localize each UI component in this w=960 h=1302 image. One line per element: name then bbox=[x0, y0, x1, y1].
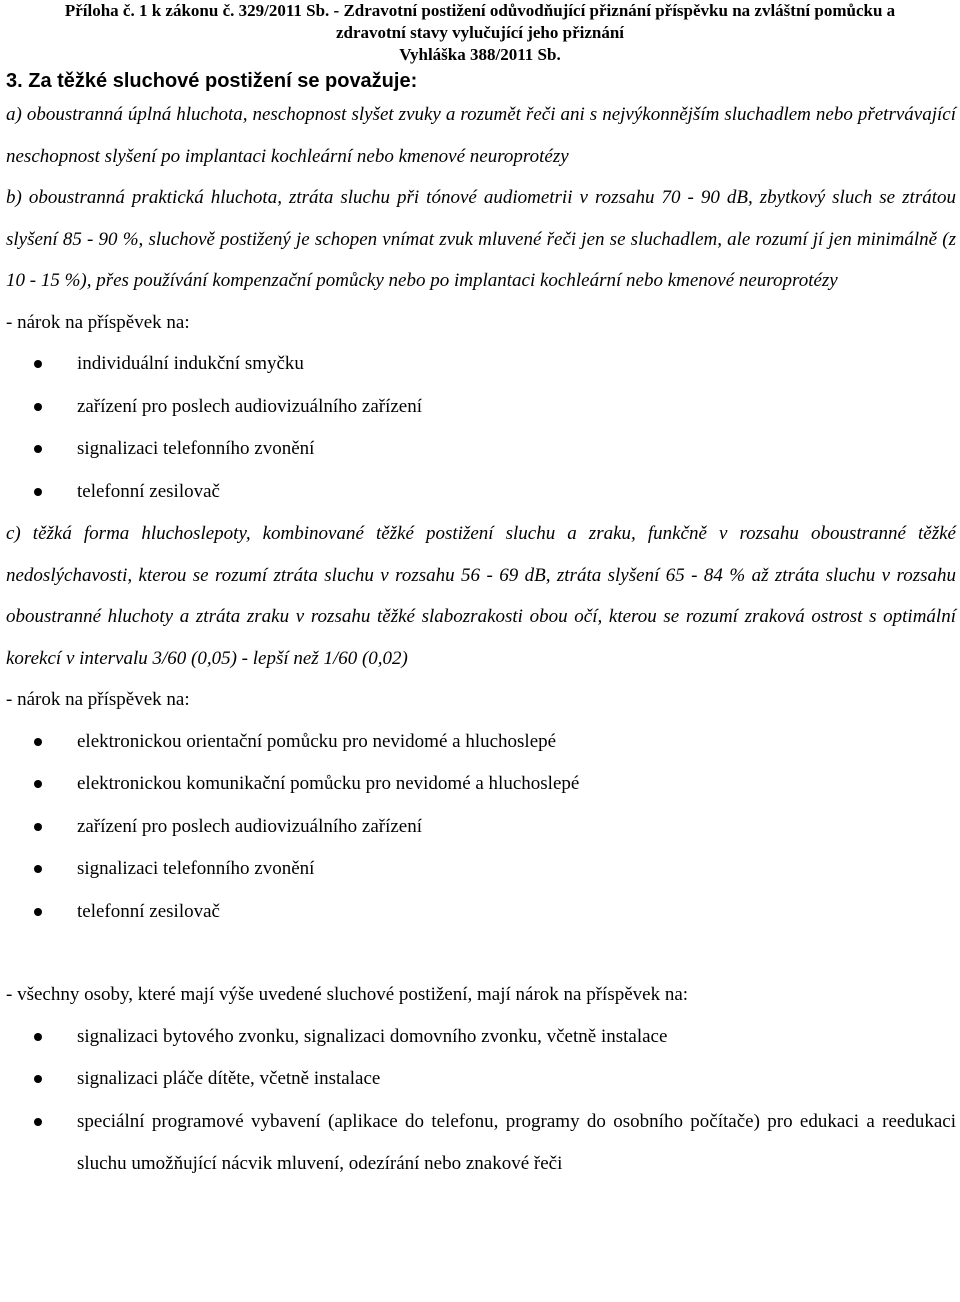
claim-label-b: - nárok na příspěvek na: bbox=[6, 311, 190, 333]
bullet-icon bbox=[34, 823, 42, 831]
section-title: 3. Za těžké sluchové postižení se považuje: bbox=[6, 70, 418, 92]
list-item: telefonní zesilovač bbox=[6, 471, 956, 514]
list-item: telefonní zesilovač bbox=[6, 891, 956, 934]
document-body bbox=[6, 66, 956, 1186]
header-line-3: Vyhláška 388/2011 Sb. bbox=[399, 45, 561, 64]
claim-label-all: - všechny osoby, které mají výše uvedené sluchové postižení, mají nárok na příspěvek na: bbox=[6, 984, 689, 1005]
bullet-icon bbox=[34, 865, 42, 873]
paragraph-c: c) těžká forma hluchoslepoty, kombinované těžké postižení sluchu a zraku, funkčně v rozsahu oboustranné těžké nedoslýchavosti, kterou se rozumí ztráta sluchu v rozsahu 56 - 69 dB, ztráta slyšení 65 - 84 % až ztráta sluchu v rozsahu oboustranné hluchoty a ztráta zraku v rozsahu těžké slabozrakosti obou očí, kterou se rozumí zraková ostrost s optimální korekcí v intervalu 3/60 (0,05) - lepší než 1/60 (0,02) bbox=[6, 523, 956, 669]
spacer bbox=[6, 933, 956, 974]
list-item: elektronickou komunikační pomůcku pro nevidomé a hluchoslepé bbox=[6, 763, 956, 806]
list-item: signalizaci pláče dítěte, včetně instalace bbox=[6, 1058, 956, 1101]
list-item: elektronickou orientační pomůcku pro nevidomé a hluchoslepé bbox=[6, 721, 956, 764]
bullet-icon bbox=[34, 738, 42, 746]
list-item: speciální programové vybavení (aplikace do telefonu, programy do osobního počítače) pro edukaci a reedukaci sluchu umožňující nácvik mluvení, odezírání nebo znakové řeči bbox=[6, 1101, 956, 1186]
bullet-icon bbox=[34, 1033, 42, 1041]
bullet-icon bbox=[34, 445, 42, 453]
bullet-icon bbox=[34, 1075, 42, 1083]
list-item: individuální indukční smyčku bbox=[6, 343, 956, 386]
bullet-icon bbox=[34, 908, 42, 916]
claim-label-c: - nárok na příspěvek na: bbox=[6, 689, 190, 710]
bullet-icon bbox=[34, 780, 42, 788]
list-all bbox=[6, 1016, 956, 1186]
header-line-2: zdravotní stavy vylučující jeho přiznání bbox=[335, 23, 625, 42]
list-item: signalizaci telefonního zvonění bbox=[6, 848, 956, 891]
header-line-1: Příloha č. 1 k zákonu č. 329/2011 Sb. - Zdravotní postižení odůvodňující přiznání příspěvku na zvláštní pomůcku a bbox=[64, 1, 896, 20]
list-item: signalizaci telefonního zvonění bbox=[6, 428, 956, 471]
bullet-icon bbox=[34, 1118, 42, 1126]
paragraph-b: b) oboustranná praktická hluchota, ztráta sluchu při tónové audiometrii v rozsahu 70 - 90 dB, zbytkový sluch se ztrátou slyšení 85 - 90 %, sluchově postižený je schopen vnímat zvuk mluvené řeči jen se sluchadlem, ale rozumí jí jen minimálně (z 10 - 15 %), přes používání kompenzační pomůcky nebo po implantaci kochleární nebo kmenové neuroprotézy bbox=[6, 187, 956, 291]
bullet-icon bbox=[34, 488, 42, 496]
list-c bbox=[6, 721, 956, 934]
list-item: zařízení pro poslech audiovizuálního zařízení bbox=[6, 806, 956, 849]
document-header bbox=[0, 0, 960, 68]
bullet-icon bbox=[34, 403, 42, 411]
paragraph-a: a) oboustranná úplná hluchota, neschopnost slyšet zvuky a rozumět řeči ani s nejvýkonnějším sluchadlem nebo přetrvávající neschopnost slyšení po implantaci kochleární nebo kmenové neuroprotézy bbox=[6, 104, 956, 167]
bullet-icon bbox=[34, 360, 42, 368]
list-item: zařízení pro poslech audiovizuálního zařízení bbox=[6, 386, 956, 429]
list-item: signalizaci bytového zvonku, signalizaci domovního zvonku, včetně instalace bbox=[6, 1016, 956, 1059]
list-b bbox=[6, 343, 956, 513]
